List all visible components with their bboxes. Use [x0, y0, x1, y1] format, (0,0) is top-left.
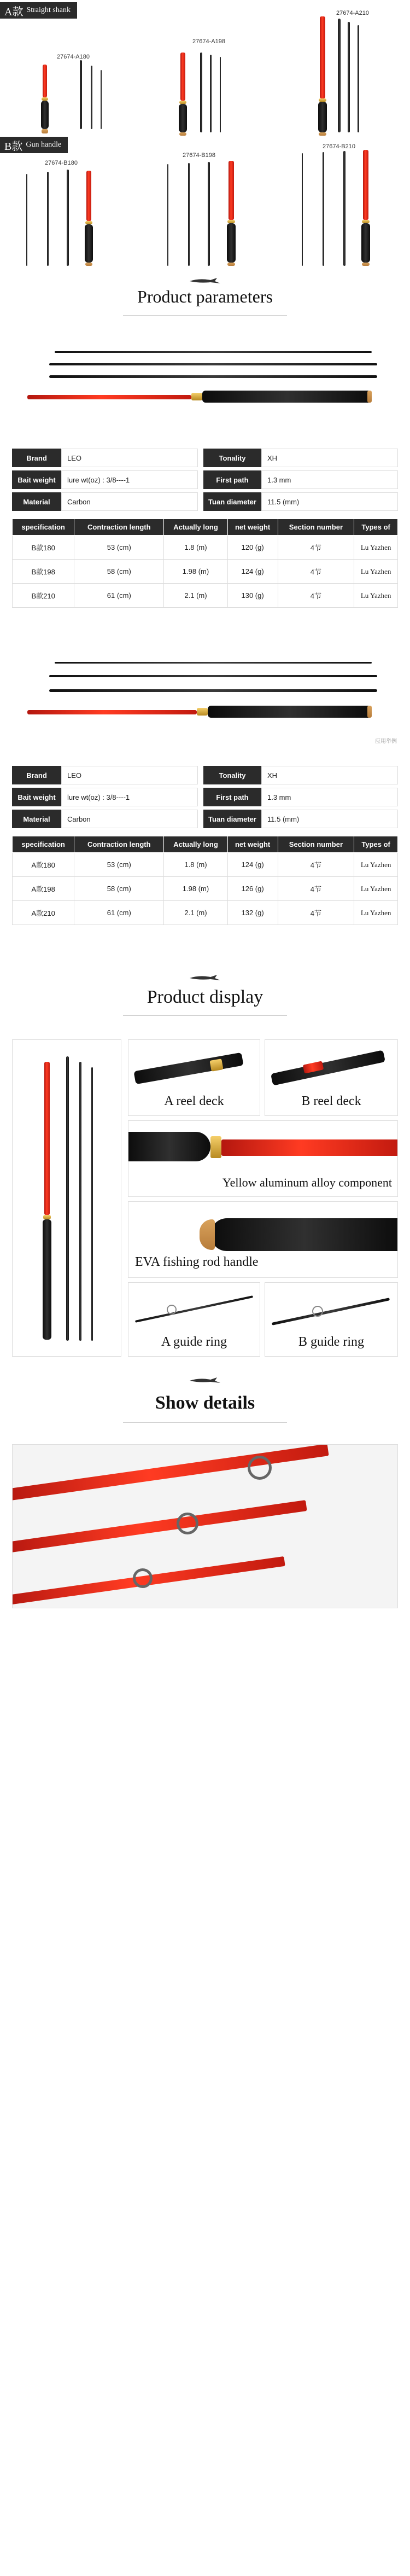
table-row — [13, 901, 398, 925]
cell: 1.8 (m) — [164, 536, 227, 560]
photo-a-cork — [367, 706, 372, 718]
spec-b-bait-value: lure wt(oz) : 3/8----1 — [61, 470, 198, 489]
section-a-tag — [0, 2, 77, 19]
rod-a180-section-2 — [80, 60, 82, 129]
cell: Lu Yazhen — [354, 853, 398, 877]
rod-b198-section-4 — [167, 164, 168, 266]
spec-a-row-2 — [12, 788, 398, 806]
b-guide-ring-icon — [312, 1306, 323, 1317]
cell: 1.98 (m) — [164, 560, 227, 584]
section-b-rods — [0, 137, 410, 274]
spec-a-kv — [12, 766, 398, 831]
rod-b180-section-3 — [47, 172, 49, 266]
panel-yellow-component — [128, 1120, 398, 1197]
cell: B款198 — [13, 560, 74, 584]
cell: 58 (cm) — [74, 560, 164, 584]
model-b198: 27674-B198 — [183, 152, 215, 159]
cell: Lu Yazhen — [354, 584, 398, 608]
spec-a-tonality-value: XH — [261, 766, 398, 784]
a-guide-ring-icon — [167, 1305, 177, 1315]
cell: 130 (g) — [227, 584, 278, 608]
spec-a-bait-value: lure wt(oz) : 3/8----1 — [61, 788, 198, 806]
photo-a-section-3 — [49, 675, 377, 677]
rod-b180-section-4 — [26, 174, 27, 266]
cell: 1.98 (m) — [164, 877, 227, 901]
detail-guide-1-icon — [248, 1456, 272, 1480]
set-ferrule — [43, 1215, 51, 1219]
rod-b210-section-2 — [343, 151, 345, 266]
section-b-tag-big: B款 — [4, 140, 23, 153]
cell: A款180 — [13, 853, 74, 877]
spec-a-brand-value: LEO — [61, 766, 198, 784]
caption-eva: EVA fishing rod handle — [135, 1255, 259, 1269]
spec-b-h-types: Types of — [354, 519, 398, 536]
panel-b-reel-deck — [265, 1039, 398, 1116]
cell: 61 (cm) — [74, 901, 164, 925]
rod-a180-tip — [43, 65, 47, 97]
cell: 53 (cm) — [74, 536, 164, 560]
spec-b-row-2 — [12, 470, 398, 489]
cell: 124 (g) — [227, 853, 278, 877]
caption-a-guide: A guide ring — [161, 1335, 227, 1349]
yellow-blank — [221, 1139, 398, 1156]
title-display: Product display — [147, 987, 263, 1007]
fish-logo-icon — [189, 974, 221, 981]
spec-a-material-label: Material — [12, 810, 61, 828]
photo-a-section-4 — [55, 662, 372, 664]
rod-b210-cork — [362, 263, 370, 266]
photo-b-section-4 — [55, 351, 372, 353]
spec-b-material-value: Carbon — [61, 492, 198, 511]
rod-a210-section-2 — [338, 19, 341, 132]
spec-b-kv — [12, 449, 398, 514]
table-row — [13, 536, 398, 560]
title-underline — [123, 1015, 287, 1016]
panel-a-guide — [128, 1282, 260, 1357]
details-photo-frame — [12, 1444, 398, 1608]
spec-a-row-1 — [12, 766, 398, 784]
model-b210: 27674-B210 — [323, 143, 355, 150]
rod-b198-section-3 — [188, 163, 190, 266]
set-grip — [43, 1219, 51, 1340]
a-reel-grip — [133, 1053, 243, 1084]
photo-b-cork — [367, 391, 372, 403]
model-a198: 27674-A198 — [192, 38, 225, 45]
set-section-2 — [66, 1056, 69, 1341]
watermark-text: 应用举例 — [375, 739, 397, 745]
rod-a198-cork — [179, 132, 186, 136]
photo-a-grip — [208, 706, 372, 718]
cell: 4节 — [278, 584, 354, 608]
rod-a210-grip — [318, 102, 327, 132]
section-b-tag-small: Gun handle — [26, 141, 62, 149]
set-tip — [44, 1062, 50, 1215]
rod-b198-tip — [229, 161, 234, 220]
rod-a180-grip — [41, 101, 49, 129]
rod-b210-section-3 — [323, 152, 324, 266]
cell: 53 (cm) — [74, 853, 164, 877]
spec-a-firstpath-value: 1.3 mm — [261, 788, 398, 806]
detail-blank-2 — [12, 1500, 307, 1554]
model-b180: 27674-B180 — [45, 160, 78, 166]
rod-b210-grip — [361, 223, 370, 263]
spec-a-row-3 — [12, 810, 398, 828]
rod-b198-cork — [227, 263, 235, 266]
cell: 61 (cm) — [74, 584, 164, 608]
rod-b198-grip — [227, 223, 236, 263]
panel-a-reel-deck — [128, 1039, 260, 1116]
model-a180: 27674-A180 — [57, 54, 90, 60]
section-a-rods — [0, 0, 410, 137]
spec-a-tonality-label: Tonality — [203, 766, 261, 784]
cell: B款180 — [13, 536, 74, 560]
cell: 2.1 (m) — [164, 584, 227, 608]
caption-a-reel: A reel deck — [164, 1094, 224, 1108]
spec-a-h-actual: Actually long — [164, 836, 227, 853]
spec-a-firstpath-label: First path — [203, 788, 261, 806]
spec-a-h-types: Types of — [354, 836, 398, 853]
spec-a-material-value: Carbon — [61, 810, 198, 828]
spec-b-bait-label: Bait weight — [12, 470, 61, 489]
spec-b-header-row — [13, 519, 398, 536]
spec-b-firstpath-value: 1.3 mm — [261, 470, 398, 489]
title-parameters: Product parameters — [137, 287, 273, 306]
fish-logo-icon — [189, 277, 221, 284]
spec-b-h-sections: Section number — [278, 519, 354, 536]
spec-b-row-3 — [12, 492, 398, 511]
photo-b-rod — [0, 323, 410, 449]
spec-b-material-label: Material — [12, 492, 61, 511]
cell: A款210 — [13, 901, 74, 925]
rod-b180-section-2 — [67, 170, 69, 266]
table-row — [13, 853, 398, 877]
display-header — [0, 963, 410, 1039]
b-reel-grip — [271, 1050, 385, 1085]
spec-b-firstpath-label: First path — [203, 470, 261, 489]
rod-a198-tip — [180, 53, 185, 101]
spec-b-h-spec: specification — [13, 519, 74, 536]
rod-b180-cork — [85, 263, 92, 266]
spec-a-diam-value: 11.5 (mm) — [261, 810, 398, 828]
spec-a — [0, 766, 410, 963]
spec-a-diam-label: Tuan diameter — [203, 810, 261, 828]
eva-grip — [210, 1218, 398, 1251]
rod-b180-grip — [85, 224, 93, 263]
panel-b-guide — [265, 1282, 398, 1357]
spec-a-h-sections: Section number — [278, 836, 354, 853]
detail-guide-3-icon — [133, 1568, 153, 1588]
spec-a-h-spec: specification — [13, 836, 74, 853]
set-section-4 — [91, 1067, 93, 1341]
cell: 120 (g) — [227, 536, 278, 560]
spec-b-diam-value: 11.5 (mm) — [261, 492, 398, 511]
table-row — [13, 584, 398, 608]
spec-b-row-1 — [12, 449, 398, 467]
caption-b-guide: B guide ring — [298, 1335, 364, 1349]
cell: 4节 — [278, 877, 354, 901]
photo-b-ferrule — [191, 393, 202, 400]
cell: B款210 — [13, 584, 74, 608]
cell: 132 (g) — [227, 901, 278, 925]
spec-a-header-row — [13, 836, 398, 853]
title-underline — [123, 1422, 287, 1423]
cell: 124 (g) — [227, 560, 278, 584]
table-row — [13, 560, 398, 584]
section-a-tag-small: Straight shank — [26, 6, 71, 14]
spec-a-table — [12, 836, 398, 925]
detail-guide-2-icon — [177, 1513, 198, 1534]
cell: Lu Yazhen — [354, 877, 398, 901]
section-a-tag-big: A款 — [4, 5, 24, 18]
spec-b-h-actual: Actually long — [164, 519, 227, 536]
caption-b-reel: B reel deck — [301, 1094, 361, 1108]
photo-b-tip — [27, 395, 191, 399]
spec-b-tonality-value: XH — [261, 449, 398, 467]
rod-b210-section-4 — [302, 153, 303, 266]
rod-a198-section-4 — [220, 57, 221, 132]
spec-b-h-contraction: Contraction length — [74, 519, 164, 536]
photo-a-section-2 — [49, 689, 377, 692]
cell: 2.1 (m) — [164, 901, 227, 925]
cell: Lu Yazhen — [354, 560, 398, 584]
spec-b-table — [12, 519, 398, 608]
rod-a180-section-3 — [91, 66, 92, 129]
details-header — [0, 1362, 410, 1439]
spec-a-h-weight: net weight — [227, 836, 278, 853]
parameters-header — [0, 274, 410, 323]
detail-blank-1 — [12, 1444, 329, 1502]
rod-a198-section-2 — [200, 53, 202, 132]
title-underline — [123, 315, 287, 316]
rod-b198-section-2 — [208, 162, 210, 266]
display-rod-set-panel — [12, 1039, 121, 1357]
yellow-ring — [210, 1136, 221, 1158]
rod-a180-cork — [42, 129, 48, 133]
spec-b-brand-label: Brand — [12, 449, 61, 467]
rod-a198-grip — [179, 104, 187, 132]
rod-b180-tip — [86, 171, 91, 221]
cell: 1.8 (m) — [164, 853, 227, 877]
photo-b-section-2 — [49, 375, 377, 378]
caption-yellow: Yellow aluminum alloy component — [222, 1176, 392, 1189]
panel-eva-handle — [128, 1201, 398, 1278]
spec-a-brand-label: Brand — [12, 766, 61, 784]
spec-b — [0, 449, 410, 629]
spec-b-h-weight: net weight — [227, 519, 278, 536]
spec-b-diam-label: Tuan diameter — [203, 492, 261, 511]
b-guide-blank — [272, 1298, 390, 1325]
yellow-grip — [128, 1132, 210, 1161]
cell: Lu Yazhen — [354, 536, 398, 560]
cell: Lu Yazhen — [354, 901, 398, 925]
rod-a210-section-4 — [358, 25, 359, 132]
rod-a210-section-3 — [348, 22, 350, 132]
photo-a-tip — [27, 710, 197, 714]
photo-b-section-3 — [49, 363, 377, 365]
a-guide-blank — [135, 1295, 253, 1323]
model-a210: 27674-A210 — [336, 10, 369, 16]
cell: 126 (g) — [227, 877, 278, 901]
section-b-tag — [0, 137, 68, 153]
table-row — [13, 877, 398, 901]
fish-logo-icon — [189, 1376, 221, 1384]
title-details: Show details — [155, 1393, 255, 1413]
spec-b-brand-value: LEO — [61, 449, 198, 467]
cell: 58 (cm) — [74, 877, 164, 901]
photo-b-grip — [202, 391, 372, 403]
photo-a-rod — [0, 629, 410, 766]
rod-a210-cork — [319, 132, 326, 136]
rod-a198-section-3 — [210, 55, 212, 132]
rod-b210-tip — [363, 150, 368, 220]
a-reel-ring — [209, 1059, 223, 1072]
eva-cork — [200, 1219, 215, 1250]
rod-a180-section-4 — [101, 70, 102, 129]
spec-a-bait-label: Bait weight — [12, 788, 61, 806]
spec-a-h-contraction: Contraction length — [74, 836, 164, 853]
cell: 4节 — [278, 901, 354, 925]
cell: 4节 — [278, 536, 354, 560]
set-section-3 — [79, 1062, 81, 1341]
cell: A款198 — [13, 877, 74, 901]
rod-a210-tip — [320, 16, 325, 98]
spec-b-tonality-label: Tonality — [203, 449, 261, 467]
cell: 4节 — [278, 560, 354, 584]
photo-a-ferrule — [197, 708, 208, 716]
display-grid — [0, 1039, 410, 1362]
cell: 4节 — [278, 853, 354, 877]
details-photo — [0, 1439, 410, 1619]
